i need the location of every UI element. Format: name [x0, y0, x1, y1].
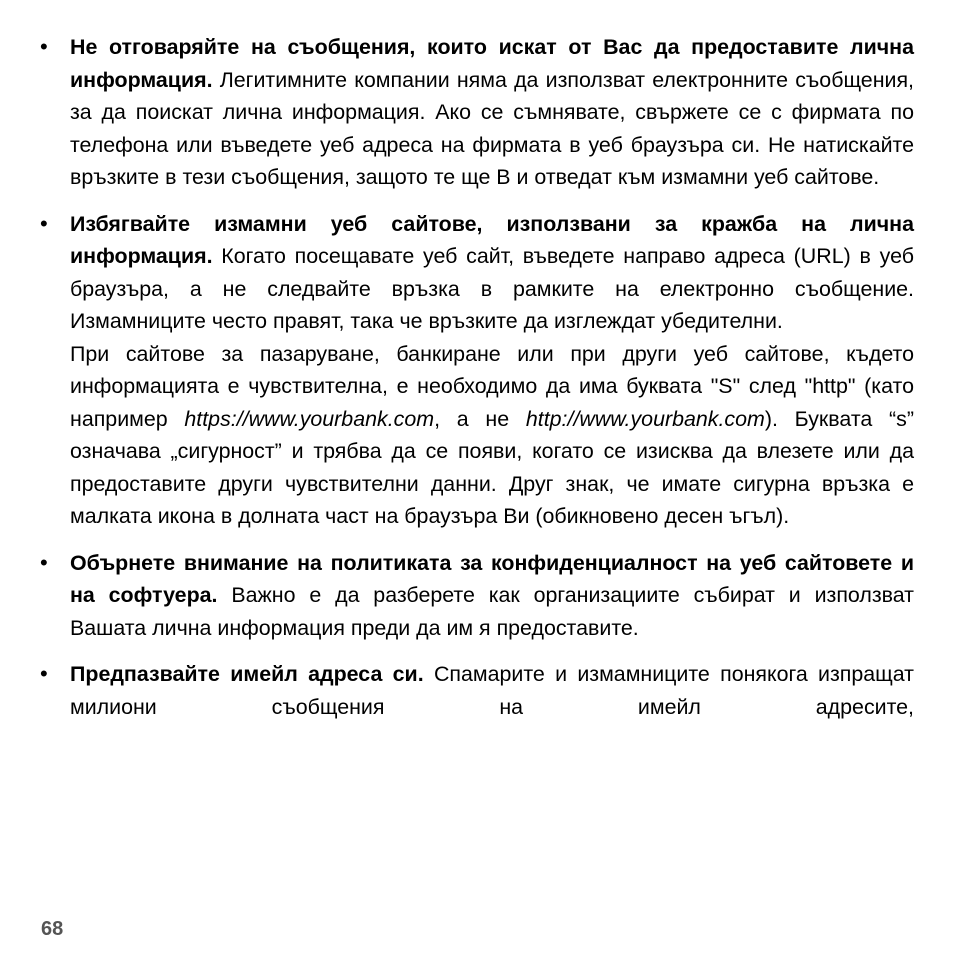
item-body-text: Легитимните компании няма да използват електронните съобщения, за да поискат лична информация. Ако се съмнявате, свържете се с фирмата по телефона или въведете уеб адреса на фирмата в уеб браузъра си. Не натискайте връзките в тези съобщения, защото те ще В и отведат към измамни уеб сайтове. — [70, 67, 914, 189]
item-body-text: Важно е да разберете как организациите събират и използват Вашата лична информация преди да им я предоставите. — [70, 583, 914, 640]
security-tips-list — [40, 31, 914, 737]
list-item-privacy-policy — [40, 547, 914, 645]
page-number: 68 — [41, 918, 64, 940]
item-paragraph — [70, 658, 914, 723]
secure-url-example: https://www.yourbank.com — [184, 406, 435, 431]
item-body-text: , а не — [434, 406, 526, 431]
bullet-icon: • — [40, 34, 48, 59]
item-paragraph-secure-connection — [70, 338, 914, 533]
list-item-phishing-messages — [40, 31, 914, 194]
bullet-icon: • — [40, 549, 48, 575]
item-heading: Не отговаряйте на съобщения, които искат от Вас да предоставите лична информация. — [70, 35, 914, 92]
list-item-fraud-websites — [40, 208, 914, 533]
list-item-protect-email — [40, 658, 914, 723]
bullet-icon: • — [40, 661, 48, 686]
item-paragraph — [70, 208, 914, 338]
item-heading: Избягвайте измамни уеб сайтове, използвани за кражба на лична информация. — [70, 211, 914, 268]
item-body-text: При сайтове за пазаруване, банкиране или при други уеб сайтове, където информацията е чувствителна, е необходимо да има буквата "S" след "http" (като например — [70, 341, 914, 431]
item-body-text: Спамарите и измамниците понякога изпращат милиони съобщения на имейл адресите, — [70, 662, 914, 719]
item-body-text: Когато посещавате уеб сайт, въведете направо адреса (URL) в уеб браузъра, а не следвайте връзка в рамките на електронно съобщение. Измамниците често правят, така че връзките да изглеждат убедителни. — [70, 244, 914, 333]
insecure-url-example: http://www.yourbank.com — [525, 406, 765, 431]
item-body-text: ). Буквата “s” означава „сигурност” и трябва да се появи, когато се изисква да влезете или да предоставите други чувствителни данни. Друг знак, че имате сигурна връзка е малката икона в долната част на браузъра Ви (обикновено десен ъгъл). — [70, 406, 914, 528]
item-heading: Обърнете внимание на политиката за конфиденциалност на уеб сайтовете и на софтуера. — [70, 550, 914, 607]
bullet-icon: • — [40, 210, 48, 236]
item-heading: Предпазвайте имейл адреса си. — [70, 662, 424, 686]
item-paragraph — [70, 547, 914, 645]
item-paragraph — [70, 31, 914, 194]
